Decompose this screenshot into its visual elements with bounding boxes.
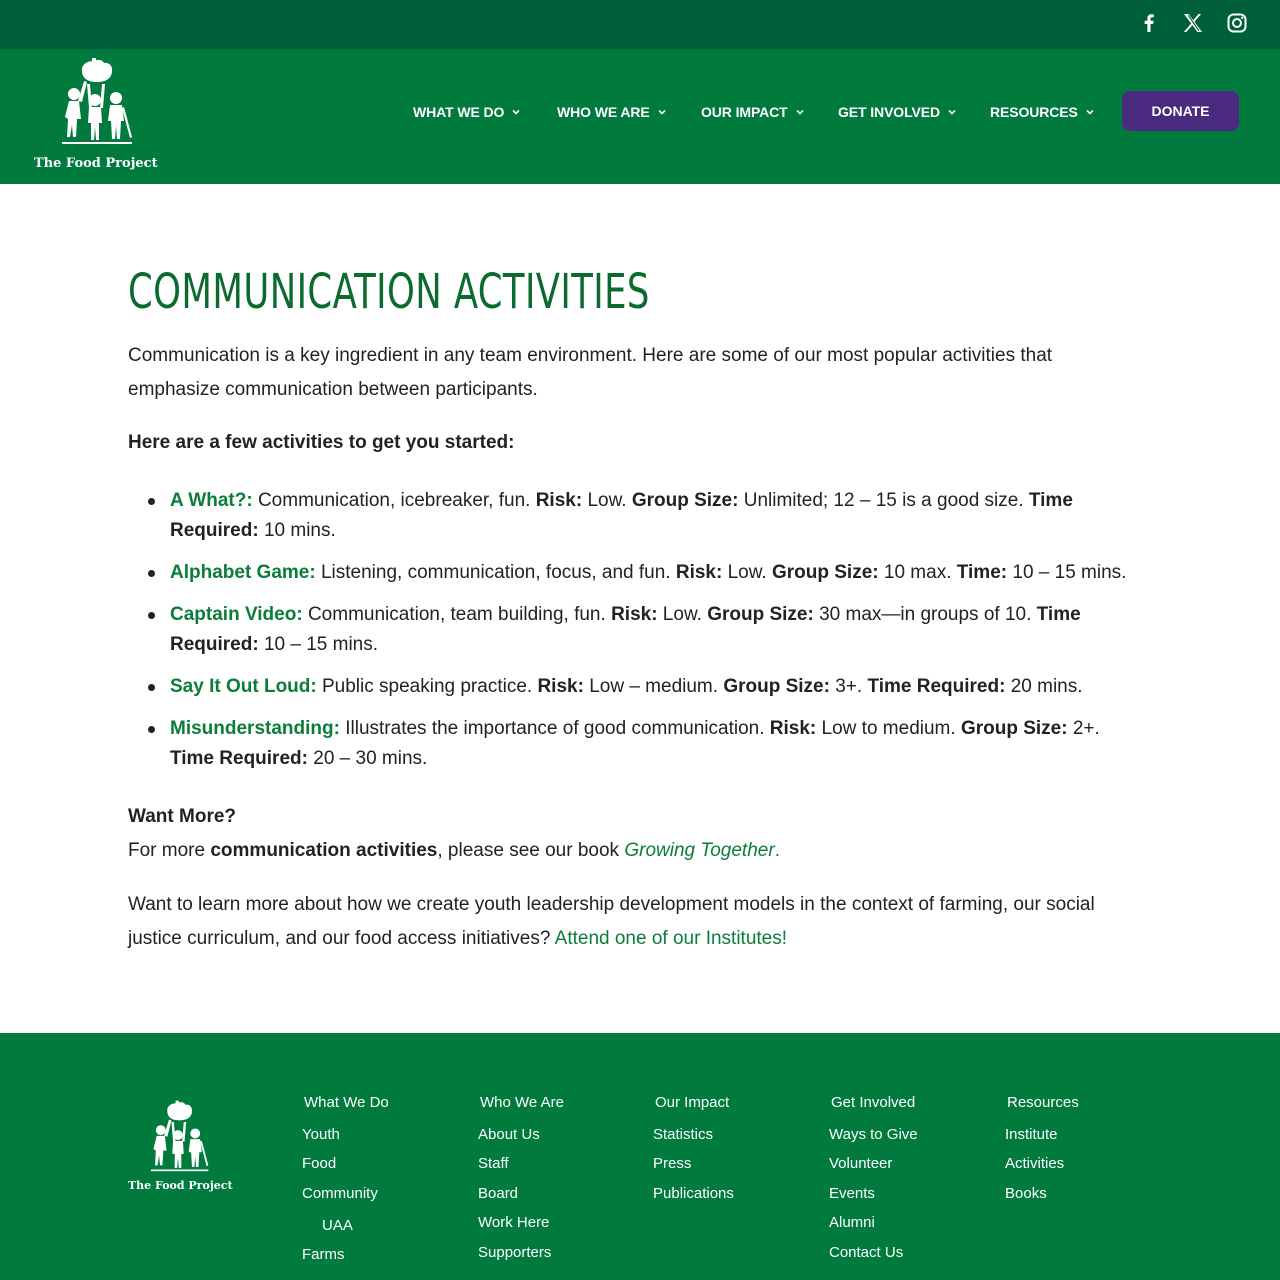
footer-link[interactable]: Staff xyxy=(478,1155,509,1172)
activity-link[interactable]: A What?: xyxy=(170,490,253,511)
footer-link[interactable]: Statistics xyxy=(653,1126,714,1143)
chevron-down-icon xyxy=(1086,108,1094,116)
instagram-icon[interactable] xyxy=(1225,11,1249,35)
time-label: Time: xyxy=(956,562,1008,583)
list-item xyxy=(128,672,1128,702)
facebook-icon[interactable] xyxy=(1137,11,1161,35)
more-prefix: For more xyxy=(128,840,211,861)
footer-link[interactable]: Supporters xyxy=(478,1244,552,1261)
intro-paragraph: Communication is a key ingredient in any team environment. Here are some of our most popular activities that emphasize communication between participants. xyxy=(128,345,1053,400)
risk-value: Low. xyxy=(657,604,708,625)
nav-our-impact[interactable] xyxy=(701,102,804,122)
activity-link[interactable]: Say It Out Loud: xyxy=(170,676,317,697)
time-label: Time Required: xyxy=(170,490,1073,541)
group-size-value: 2+. xyxy=(1067,718,1100,739)
chevron-down-icon xyxy=(796,108,804,116)
footer-link[interactable]: Volunteer xyxy=(829,1155,893,1172)
group-size-value: 30 max—in groups of 10. xyxy=(813,604,1037,625)
group-size-label: Group Size: xyxy=(631,490,739,511)
chevron-down-icon xyxy=(512,108,520,116)
list-item xyxy=(128,600,1128,660)
activity-desc: Communication, team building, fun. xyxy=(302,604,612,625)
footer-heading-get-involved[interactable]: Get Involved xyxy=(831,1094,916,1111)
activity-desc: Communication, icebreaker, fun. xyxy=(252,490,536,511)
nav-label: WHAT WE DO xyxy=(413,104,505,120)
footer-link[interactable]: Activities xyxy=(1005,1155,1065,1172)
group-size-value: 3+. xyxy=(829,676,868,697)
footer-link[interactable]: Board xyxy=(478,1185,519,1202)
list-item xyxy=(128,486,1128,546)
list-item xyxy=(128,714,1128,774)
nav-get-involved[interactable] xyxy=(838,102,956,122)
activity-link[interactable]: Misunderstanding: xyxy=(170,718,340,739)
risk-value: Low. xyxy=(582,490,632,511)
nav-resources[interactable] xyxy=(990,102,1094,122)
more-mid: , please see our book xyxy=(437,840,625,861)
activity-link[interactable]: Alphabet Game: xyxy=(170,562,316,583)
nav-label: RESOURCES xyxy=(990,104,1078,120)
site-footer xyxy=(0,1033,1280,1280)
time-value: 10 – 15 mins. xyxy=(258,634,379,655)
footer-logo-text: The Food Project xyxy=(128,1179,233,1192)
group-size-label: Group Size: xyxy=(723,676,830,697)
activity-desc: Illustrates the importance of good communication. xyxy=(339,718,770,739)
footer-link[interactable]: Community xyxy=(302,1185,378,1202)
main-header xyxy=(0,49,1280,184)
footer-logo[interactable] xyxy=(128,1099,233,1194)
footer-link[interactable]: Publications xyxy=(653,1185,734,1202)
footer-heading-who-we-are[interactable]: Who We Are xyxy=(480,1094,564,1111)
time-value: 10 mins. xyxy=(258,520,336,541)
risk-label: Risk: xyxy=(611,604,658,625)
risk-label: Risk: xyxy=(769,718,817,739)
institutes-link[interactable]: Attend one of our Institutes! xyxy=(554,928,788,949)
x-icon[interactable] xyxy=(1181,11,1205,35)
learn-paragraph xyxy=(128,888,1138,956)
time-label: Time Required: xyxy=(170,604,1081,655)
nav-label: GET INVOLVED xyxy=(838,104,940,120)
activity-desc: Public speaking practice. xyxy=(316,676,538,697)
nav-what-we-do[interactable] xyxy=(413,102,520,122)
group-size-value: 10 max. xyxy=(878,562,957,583)
more-end: . xyxy=(774,840,780,861)
footer-link[interactable]: Events xyxy=(829,1185,875,1202)
risk-value: Low – medium. xyxy=(583,676,724,697)
footer-link[interactable]: Youth xyxy=(302,1126,340,1143)
risk-label: Risk: xyxy=(675,562,723,583)
site-logo[interactable] xyxy=(34,56,156,171)
book-link[interactable]: Growing Together xyxy=(624,840,775,861)
want-more-heading: Want More? xyxy=(128,806,237,827)
logo-figures-icon xyxy=(34,56,156,156)
footer-link[interactable]: Institute xyxy=(1005,1126,1058,1143)
footer-link[interactable]: UAA xyxy=(322,1217,353,1234)
nav-who-we-are[interactable] xyxy=(557,102,666,122)
time-value: 20 – 30 mins. xyxy=(307,748,428,769)
footer-link[interactable]: Books xyxy=(1005,1185,1047,1202)
learn-text: Want to learn more about how we create youth leadership development models in the context of farming, our social justice curriculum, and our food access initiatives? xyxy=(128,894,1095,949)
chevron-down-icon xyxy=(658,108,666,116)
time-label: Time Required: xyxy=(170,748,308,769)
footer-link[interactable]: Food xyxy=(302,1155,337,1172)
group-size-value: Unlimited; 12 – 15 is a good size. xyxy=(738,490,1029,511)
footer-link[interactable]: Alumni xyxy=(829,1214,875,1231)
more-bold: communication activities xyxy=(210,840,438,861)
risk-label: Risk: xyxy=(535,490,583,511)
risk-label: Risk: xyxy=(537,676,584,697)
page-title: COMMUNICATION ACTIVITIES xyxy=(128,264,650,320)
footer-link[interactable]: Farms xyxy=(302,1246,345,1263)
time-label: Time Required: xyxy=(867,676,1006,697)
group-size-label: Group Size: xyxy=(707,604,814,625)
activity-desc: Listening, communication, focus, and fun. xyxy=(315,562,676,583)
group-size-label: Group Size: xyxy=(960,718,1068,739)
donate-button[interactable]: DONATE xyxy=(1122,91,1239,131)
footer-link[interactable]: Ways to Give xyxy=(829,1126,918,1143)
activities-list xyxy=(128,486,1128,786)
time-value: 20 mins. xyxy=(1005,676,1083,697)
footer-heading-our-impact[interactable]: Our Impact xyxy=(655,1094,730,1111)
time-value: 10 – 15 mins. xyxy=(1007,562,1127,583)
activity-link[interactable]: Captain Video: xyxy=(170,604,303,625)
risk-value: Low to medium. xyxy=(816,718,961,739)
group-size-label: Group Size: xyxy=(771,562,879,583)
chevron-down-icon xyxy=(948,108,956,116)
social-bar xyxy=(0,0,1280,49)
risk-value: Low. xyxy=(722,562,772,583)
logo-figures-icon xyxy=(128,1099,228,1181)
footer-heading-resources[interactable]: Resources xyxy=(1007,1094,1079,1111)
footer-link[interactable]: About Us xyxy=(478,1126,540,1143)
list-item xyxy=(128,558,1128,588)
footer-link[interactable]: Press xyxy=(653,1155,692,1172)
nav-label: WHO WE ARE xyxy=(557,104,650,120)
more-paragraph xyxy=(128,834,1128,868)
footer-link[interactable]: Work Here xyxy=(478,1214,550,1231)
footer-link[interactable]: Contact Us xyxy=(829,1244,904,1261)
started-heading: Here are a few activities to get you started: xyxy=(128,432,515,453)
footer-heading-what-we-do[interactable]: What We Do xyxy=(304,1094,389,1111)
logo-text: The Food Project xyxy=(34,156,158,171)
nav-label: OUR IMPACT xyxy=(701,104,788,120)
